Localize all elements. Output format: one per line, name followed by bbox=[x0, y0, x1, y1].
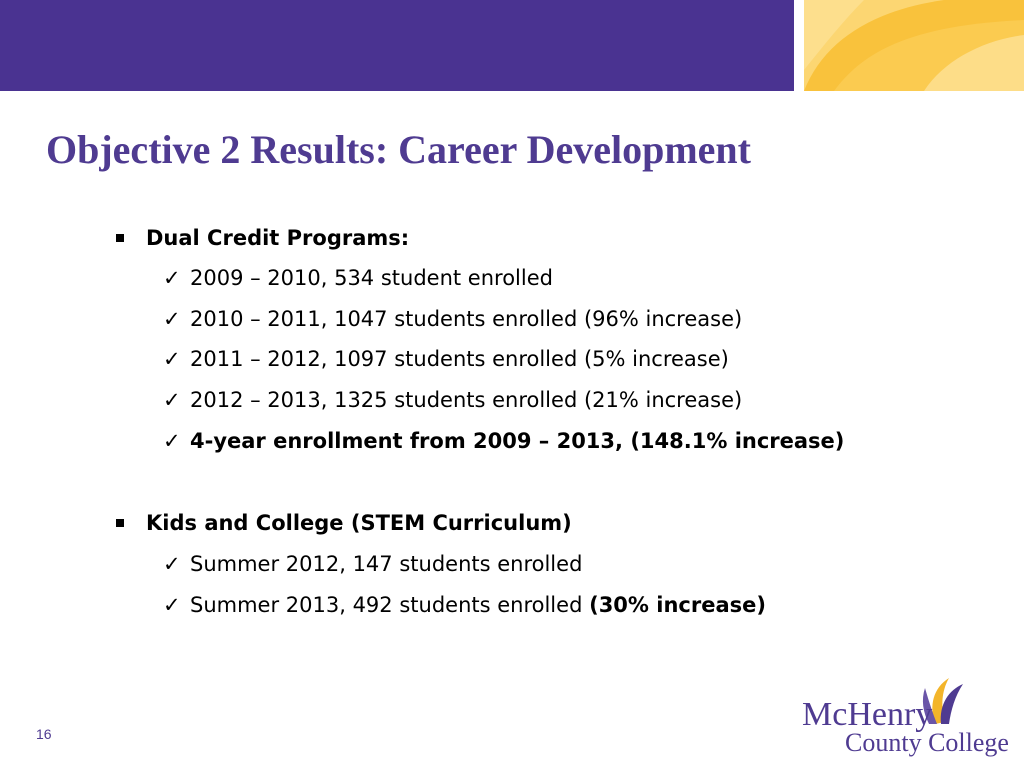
list-item: 2010 – 2011, 1047 students enrolled (96% increase) bbox=[190, 307, 743, 331]
square-bullet-icon bbox=[116, 234, 124, 242]
logo-text-mchenry: McHenry bbox=[802, 696, 933, 733]
checkmark-icon: ✓ bbox=[163, 266, 181, 290]
checkmark-icon: ✓ bbox=[163, 593, 181, 617]
list-item: 2009 – 2010, 534 student enrolled bbox=[190, 266, 553, 290]
checkmark-icon: ✓ bbox=[163, 552, 181, 576]
checkmark-icon: ✓ bbox=[163, 347, 181, 371]
page-number: 16 bbox=[36, 726, 52, 742]
section-heading: Kids and College (STEM Curriculum) bbox=[146, 511, 572, 535]
college-logo bbox=[800, 676, 1015, 758]
list-item bbox=[190, 591, 766, 619]
checkmark-icon: ✓ bbox=[163, 388, 181, 412]
list-item-text: Summer 2013, 492 students enrolled bbox=[190, 593, 583, 617]
list-item: 2011 – 2012, 1097 students enrolled (5% increase) bbox=[190, 347, 729, 371]
square-bullet-icon bbox=[116, 519, 124, 527]
checkmark-icon: ✓ bbox=[163, 429, 181, 453]
logo-text-county-college: County College bbox=[845, 728, 1009, 757]
slide-title: Objective 2 Results: Career Development bbox=[46, 127, 751, 172]
list-item-summary: 4-year enrollment from 2009 – 2013, (148.1% increase) bbox=[190, 429, 845, 453]
increase-note: (30% increase) bbox=[589, 593, 766, 617]
section-heading: Dual Credit Programs: bbox=[146, 226, 410, 250]
list-item: Summer 2012, 147 students enrolled bbox=[190, 552, 583, 576]
list-item: 2012 – 2013, 1325 students enrolled (21% increase) bbox=[190, 388, 743, 412]
checkmark-icon: ✓ bbox=[163, 307, 181, 331]
